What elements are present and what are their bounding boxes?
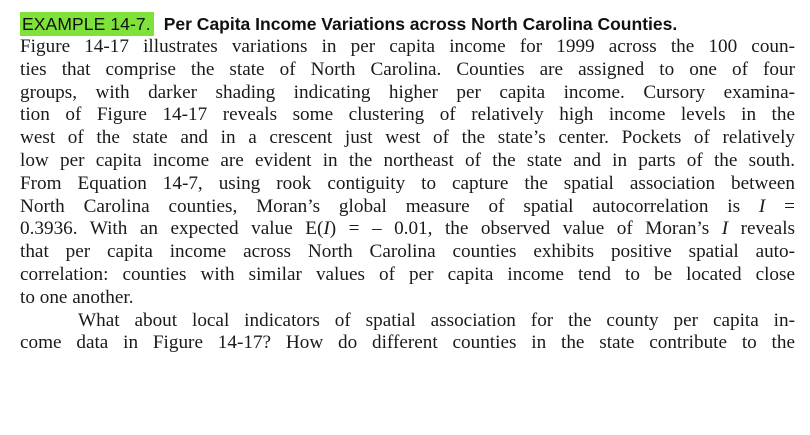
text-line: Figure 14-17 illustrates variations in per capita income for 1999 across the 100 coun-: [20, 36, 795, 57]
text-line-morans-i: [20, 196, 795, 219]
paragraph-1: [20, 36, 795, 310]
text-line: that per capita income across North Carolina counties exhibits positive spatial auto-: [20, 241, 795, 263]
text-line: ties that comprise the state of North Carolina. Counties are assigned to one of four: [20, 58, 795, 80]
text-line: to one another.: [20, 286, 134, 308]
example-label: EXAMPLE 14-7.: [20, 12, 154, 36]
variable-i: I: [323, 218, 330, 240]
text-segment: =: [765, 195, 795, 217]
text-segment: North Carolina counties, Moran’s global measure of spatial autocorrelation is: [20, 195, 759, 217]
paragraph-2: [20, 310, 795, 356]
variable-i: I: [721, 218, 729, 240]
text-segment: reveals: [728, 218, 795, 240]
text-line: west of the state and in a crescent just west of the state’s center. Pockets of relatively: [20, 127, 795, 149]
text-line: groups, with darker shading indicating higher per capita income. Cursory examina-: [20, 81, 795, 103]
text-line: What about local indicators of spatial association for the county per capita in-: [78, 309, 795, 331]
document-page: [20, 12, 795, 355]
text-line: tion of Figure 14-17 reveals some clustering of relatively high income levels in the: [20, 104, 795, 126]
text-line: correlation: counties with similar values of per capita income tend to be located close: [20, 263, 795, 285]
text-line-expected-value: [20, 218, 795, 241]
text-line: low per capita income are evident in the northeast of the state and in parts of the south.: [20, 149, 795, 171]
text-segment: ) = – 0.01, the observed value of Moran’s: [329, 218, 722, 240]
variable-i: I: [758, 195, 766, 217]
example-title: Per Capita Income Variations across North Carolina Counties.: [163, 14, 678, 34]
text-line: From Equation 14-7, using rook contiguity to capture the spatial association between: [20, 172, 795, 194]
example-heading: [20, 12, 795, 36]
text-segment: 0.3936. With an expected value E(: [20, 218, 324, 240]
text-line: come data in Figure 14-17? How do different counties in the state contribute to the: [20, 332, 795, 354]
